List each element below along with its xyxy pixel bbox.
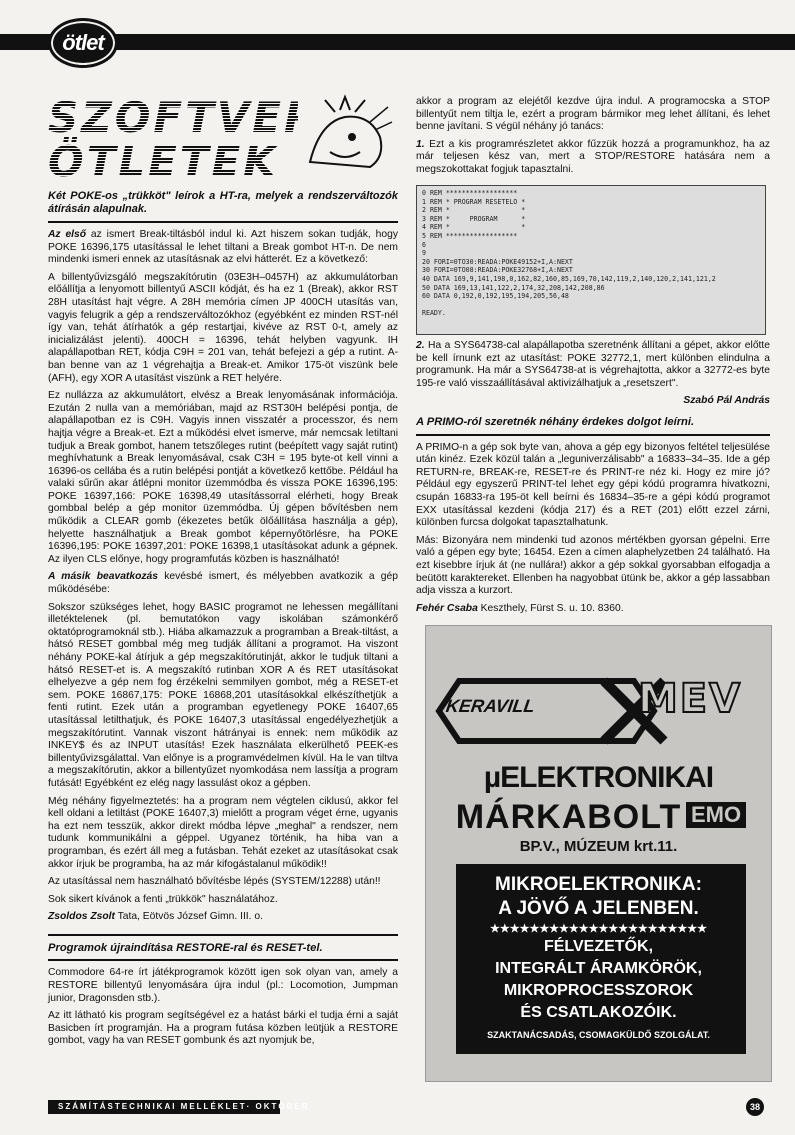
page-title [48,93,320,186]
tip-number: 2. [416,340,425,351]
divider [48,959,398,961]
run-in: A másik beavatkozás [48,571,158,583]
tip-text: Ha a SYS64738-cal alapállapotba szeretnénk állítani a gépet, akkor előtte be kell írnunk ezt az utasítást: POKE 32772,1, mert különben elindulna a programunk. Ha már a SYS64738-at is végrehajtotta, akkor a 32772-es byte 195-re való visszaállításával aktivizálhatjuk a „resetszert". [416,340,770,389]
signature [48,911,398,924]
ad-slogan: MIKROELEKTRONIKA: [495,874,702,895]
title-line-2: ÖTLETEK [48,137,279,186]
ad-product: MIKROPROCESSZOROK [503,982,694,999]
tip-text: Ezt a kis programrészletet akkor fűzzük hozzá a programunkhoz, ha az már teljesen kész van, mert a STOP/RESTORE hatására nem a megszokottakat fogjuk tapasztalni. [416,138,770,175]
article1-paragraph: Sokszor szükséges lehet, hogy BASIC programot ne lehessen megállítani illetéktelenek (pl. bemutatókon vagy iskolában számonkérő oktatóprogramoknál stb.). Hiába alkamazzuk a programban a Break-tiltást, a hátsó RESET gombbal még meg tudják állítani a programot. Ha viszont néhány POKE-kal átírjuk a gép megszakítórutinját, akkor le tudjuk tiltani a hátsó RESET-et is. A megszakító rutinban XOR A és RET utasításokat elhelyezve a gép nem fog érzékelni semmilyen gombot, még a RESET-et sem. POKE 16867,175: POKE 16868,201 utasításokkal elkészíthetjük a fenti rutint. Ezek után a programban egyetlenegy POKE 16407,65 utasítással letilthatjuk, és POKE 16407,3 utasítással engedélyezhetjük a megszakítórutint. Vannak viszont hátrányai is ennek: nem működik az INKEY$ és az INPUT utasítás! Ezek használata elkerülhető PEEK-es billentyűvizsgálattal. Van előnye is a programvédelmen kívül. Ha le van tiltva a megszakítórutin, akkor a billentyűzet nyomkodása nem lassítja a program futását! Egyébként ez elég nagy lassulást okoz a gépben. [48,601,398,789]
ad-product: FÉLVEZETŐK, [543,938,654,955]
article2-paragraph: akkor a program az elejétől kezdve újra indul. A programocska a STOP billentyűt nem tiltja le, ezért a program bármikor meg lehet állítani, és lehet benne javítani. S végül néhány jó tanács: [416,96,770,133]
paragraph-text: az ismert Break-tiltásból indul ki. Azt hiszem sokan tudják, hogy POKE 16396,175 utasítással le lehet tiltani a Break gombot HT-n. De nem mindenki ismeri ennek az utasításnak az elvi hátterét. Ez a következő: [48,229,398,266]
run-in: Az első [48,229,87,240]
tip-number: 1. [416,138,425,150]
article1-paragraph: Az utasítással nem használható bővítésbe lépés (SYSTEM/12288) után!! [48,876,381,888]
ad-address: BP.V., MÚZEUM krt.11. [519,838,678,855]
advertisement [425,625,772,1082]
signature [416,603,770,616]
article1-paragraph: Sok sikert kívánok a fenti „trükkök" használatához. [48,893,278,905]
article1-paragraph: A billentyűvizsgáló megszakítórutin (03E3H–0457H) az akkumulátorban előállítja a lenyomott billentyű ASCII kódját, és ha ez 1 (Break), akkor RST 28H utasítást hajt végre. A 28H memória címen JP 400CH utasítás van, vagyis felugrik a gép a rendszerváltozókhoz (egyébként ez minden RST-nél így van, tehát átírhatók a gép restartjai, kivéve az RST 0-t, amely az inicializálást jelenti). 400CH = 16396, tehát helyben vagyunk. IH alapállapotban RET, kódja C9H = 201 van, tehát befejezi a gép a rutint. A-ban benne van az 1 végrehajtja a Break-et. Amikor 175-öt viszünk bele (AFH), egy XOR A utasítást viszünk a RET helyére. [48,271,398,384]
left-column [48,190,398,1095]
article2-paragraph: Az itt látható kis program segítségével ez a hatást bárki el tudja érni a saját Basicben írt programján. Ha a program futása közben leütjük a RESTORE gombot, vagy ha van RESET gombunk és azt nyomjuk be, [48,1010,398,1047]
ad-heading: µELEKTRONIKAI [483,761,714,794]
ad-product: ÉS CSATLAKOZÓIK. [520,1004,677,1021]
article1-paragraph [48,229,398,267]
footer-banner: SZÁMÍTÁSTECHNIKAI MELLÉKLET· OKTÓBER [48,1100,280,1114]
mev-logo: MEV [638,676,743,722]
page-number: 38 [746,1098,764,1116]
divider [416,434,770,436]
author-name: Fehér Csaba [416,602,478,614]
article2-heading: Programok újraindítása RESTORE-ral és RESET-tel. [48,941,323,954]
ad-slogan: A JÖVŐ A JELENBEN. [498,898,699,919]
article1-paragraph [48,571,398,596]
keravill-logo: KERAVILL [444,696,537,716]
article3-paragraph: A PRIMO-n a gép sok byte van, ahova a gép egy bizonyos feltétel teljesülése után kinéz. Ezek közül talán a „leguniverzálisabb" a 16833–34–35. Ide a gép RETURN-re, BREAK-re, RESET-re és PRINT-re néz ki. Hogy ez mire jó? Például egy egyszerű PRINT-tel lehet egy gépi kódú programra hivatkozni, csupán 16833-ra 195-öt kell beírni és 16834–35-re a gépi kódú programot EXX utasítással kezdeni (kódja 217) és a RET (201) előtt ezzel zárni, különben furcsa dolgokat tapasztalhatunk. [416,441,770,529]
article3-paragraph: Más: Bizonyára nem mindenki tud azonos mértékben gyorsan gépelni. Erre való a gépen egy byte; 16454. Ezen a címen alaphelyzetben 24 található. Ha ezt kisebbre írjuk át (ne nullára!) akkor a gép sokkal gyorsabban elfogadja a beütött karaktereket. Ellenben ha nagyobbat ütünk be, akkor a gép lassabban adja vissza a kurzort. [416,534,770,597]
cartoon-illustration [300,92,396,172]
right-column-bottom [416,340,770,620]
article2-paragraph: Commodore 64-re írt játékprogramok között igen sok olyan van, amely a RESTORE billentyű lenyomására újra indul (pl.: Locomotion, Jumpman junior, Dragonsden stb.). [48,967,398,1004]
ad-shop-name: MÁRKABOLT [455,798,682,836]
top-bar [0,34,795,50]
article3-heading: A PRIMO-ról szeretnék néhány érdekes dolgot leírni. [416,415,695,428]
article2-tip [416,340,770,390]
emo-logo: EMO [686,802,746,828]
ad-product: INTEGRÁLT ÁRAMKÖRÖK, [495,960,702,977]
article1-lead: Két POKE-os „trükköt" leírok a HT-ra, melyek a rendszerváltozók átírásán alapulnak. [48,190,398,215]
title-line-1: SZOFTVER [48,93,320,142]
divider [48,221,398,223]
article2-tip [416,139,770,177]
code-listing: 0 REM ****************** 1 REM * PROGRAM RESETELO * 2 REM * * 3 REM * PROGRAM * 4 REM * * 5 REM ****************** 6 9 20 FORI=0TO30:READA:POKE49152+I,A:NEXT 30 FORI=0TO08:READA:POKE32768+I,A:NEXT 40 DATA 169,9,141,198,0,162,82,160,85,169,70,142,119,2,140,120,2,141,121,2 50 DATA 169,13,141,122,2,174,32,208,142,208,86 60 DATA 0,192,0,192,195,194,205,56,48 READY. [416,185,766,335]
article1-paragraph: Még néhány figyelmeztetés: ha a program nem végtelen ciklusú, akkor fel kell oldani a letiltást (POKE 16407,3) mielőtt a program véget érne, ugyanis ha ezt nem tesszük, akkor direkt módba lépve „meghal" a rendszer, nem tudunk kommunikálni a géppel. Ugyanez történik, ha hiba van a programban, és ezért áll meg a futásban. Tehát ezeket az utasításokat csak akkor írjuk be programba, ha az már kifogástalanul működik!! [48,795,398,870]
divider [48,934,398,936]
otlet-logo: ötlet [48,18,118,68]
author-location: Tata, Eötvös József Gimn. III. o. [114,911,263,923]
signature: Szabó Pál András [683,395,770,407]
paragraph-text: kevésbé ismert, és mélyebben avatkozik a gép működésébe: [48,571,398,596]
author-location: Keszthely, Fürst S. u. 10. 8360. [477,602,624,614]
article1-paragraph: Ez nullázza az akkumulátort, elvész a Break lenyomásának információja. Ezután 2 nulla van a memóriában, majd az RST30H belépési pontja, de alapállapotban ez is C9H. Vagyis innen visszatér a processzor, és nem hajtja végre a Break-et. Ezt a működési elvet ismerve, már nemcsak letiltani tudjuk a Break gombot, hanem tetszőleges rutint (beépített vagy saját rutint) meghívhatunk a Break lenyomásával, csak C3H = 195 byte-ot kell vinni a 16396-os cellába és a rutin belépési pontját a következő kettőbe. Például ha valaki sűrűn akar átlépni monitor üzemmódba és vissza POKE 16396,195: POKE 16397,166: POKE 16398,49 utasítássorral elérheti, hogy Break gombbal belép a gép monitor üzemmódba. Új gépen bővítésben nem működik a CLEAR gomb (ékezetes betűk ölőállítása használja a gép), helyette használhatjuk a Break gombot képernyőtörlésre, ha POKE 16396,195: POKE 16397,201: POKE 16398,1 utasításokat adunk a gépnek. Az ilyen CLS előnye, hogy programfutás közben is használható! [48,390,398,565]
ad-stars: ★★★★★★★★★★★★★★★★★★★★★★ [490,923,707,935]
right-column-top [416,96,770,182]
author-name: Zsoldos Zsolt [48,911,115,923]
ad-services: SZAKTANÁCSADÁS, CSOMAGKÜLDŐ SZOLGÁLAT. [487,1030,710,1040]
